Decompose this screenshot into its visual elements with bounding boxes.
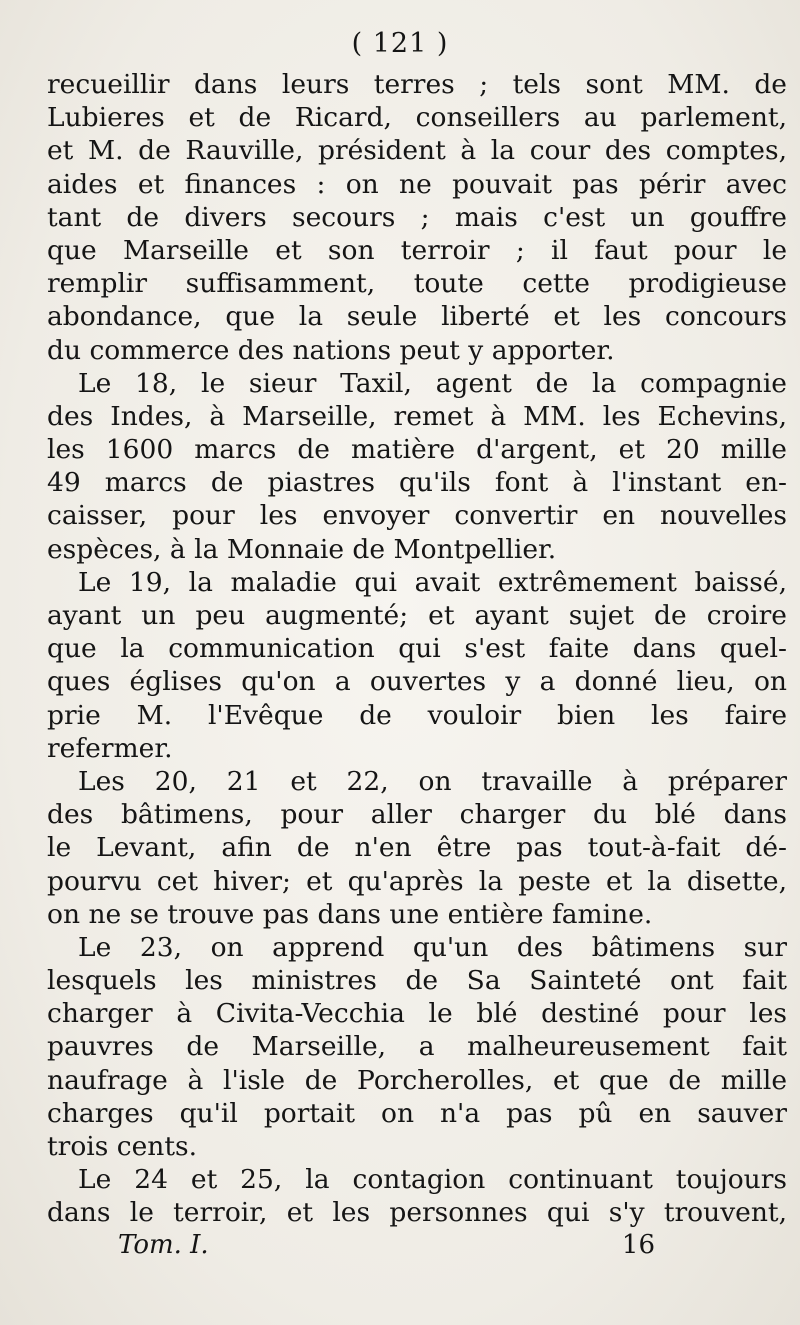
- text-line: prie M. l'Evêque de vouloir bien les faire: [47, 699, 787, 731]
- text-line: des bâtimens, pour aller charger du blé dans: [47, 799, 787, 831]
- text-line: Lubieres et de Ricard, conseillers au parlement,: [47, 102, 787, 134]
- paragraph-start-line: Le 19, la maladie qui avait extrêmement baissé,: [78, 566, 787, 598]
- text-line: ques églises qu'on a ouvertes y a donné lieu, on: [47, 666, 787, 698]
- text-line: et M. de Rauville, président à la cour des comptes,: [47, 135, 787, 167]
- text-line: du commerce des nations peut y apporter.: [47, 334, 615, 366]
- paragraph-start-line: Le 24 et 25, la contagion continuant toujours: [78, 1164, 787, 1196]
- volume-signature: Tom. I.: [118, 1230, 209, 1260]
- text-line: naufrage à l'isle de Porcherolles, et que de mille: [47, 1064, 787, 1096]
- text-line: les 1600 marcs de matière d'argent, et 20 mille: [47, 434, 787, 466]
- text-line: trois cents.: [47, 1131, 198, 1162]
- text-line: le Levant, afin de n'en être pas tout-à-fait dé-: [47, 832, 787, 864]
- text-line: aides et finances : on ne pouvait pas périr avec: [47, 168, 787, 200]
- text-line: dans le terroir, et les personnes qui s'y trouvent,: [47, 1197, 787, 1229]
- text-line: pauvres de Marseille, a malheureusement fait: [47, 1031, 787, 1063]
- text-line: abondance, que la seule liberté et les concours: [47, 301, 787, 333]
- text-line: charger à Civita-Vecchia le blé destiné pour les: [47, 998, 787, 1030]
- text-line: des Indes, à Marseille, remet à MM. les Echevins,: [47, 400, 787, 432]
- text-line: caisser, pour les envoyer convertir en nouvelles: [47, 500, 787, 532]
- paragraph-start-line: Le 18, le sieur Taxil, agent de la compagnie: [78, 367, 787, 399]
- page-number: ( 121 ): [351, 28, 449, 59]
- text-line: que Marseille et son terroir ; il faut pour le: [47, 234, 787, 266]
- text-line: lesquels les ministres de Sa Sainteté ont fait: [47, 965, 787, 997]
- body-text: [47, 68, 787, 1230]
- paragraph-start-line: Le 23, on apprend qu'un des bâtimens sur: [78, 931, 787, 963]
- text-line: recueillir dans leurs terres ; tels sont MM. de: [47, 69, 787, 100]
- text-line: refermer.: [47, 732, 173, 764]
- text-line: que la communication qui s'est faite dans quel-: [47, 633, 787, 665]
- text-line: tant de divers secours ; mais c'est un gouffre: [47, 201, 787, 233]
- text-line: charges qu'il portait on n'a pas pû en sauver: [47, 1097, 787, 1129]
- text-line: ayant un peu augmenté; et ayant sujet de croire: [47, 600, 787, 631]
- text-line: on ne se trouve pas dans une entière famine.: [47, 898, 653, 930]
- text-line: remplir suffisamment, toute cette prodigieuse: [47, 268, 787, 300]
- text-line: espèces, à la Monnaie de Montpellier.: [47, 533, 557, 565]
- text-line: pourvu cet hiver; et qu'après la peste et la disette,: [47, 865, 787, 897]
- gathering-signature: 16: [621, 1230, 655, 1260]
- text-line: 49 marcs de piastres qu'ils font à l'instant en-: [47, 467, 787, 499]
- paragraph-start-line: Les 20, 21 et 22, on travaille à préparer: [78, 765, 787, 797]
